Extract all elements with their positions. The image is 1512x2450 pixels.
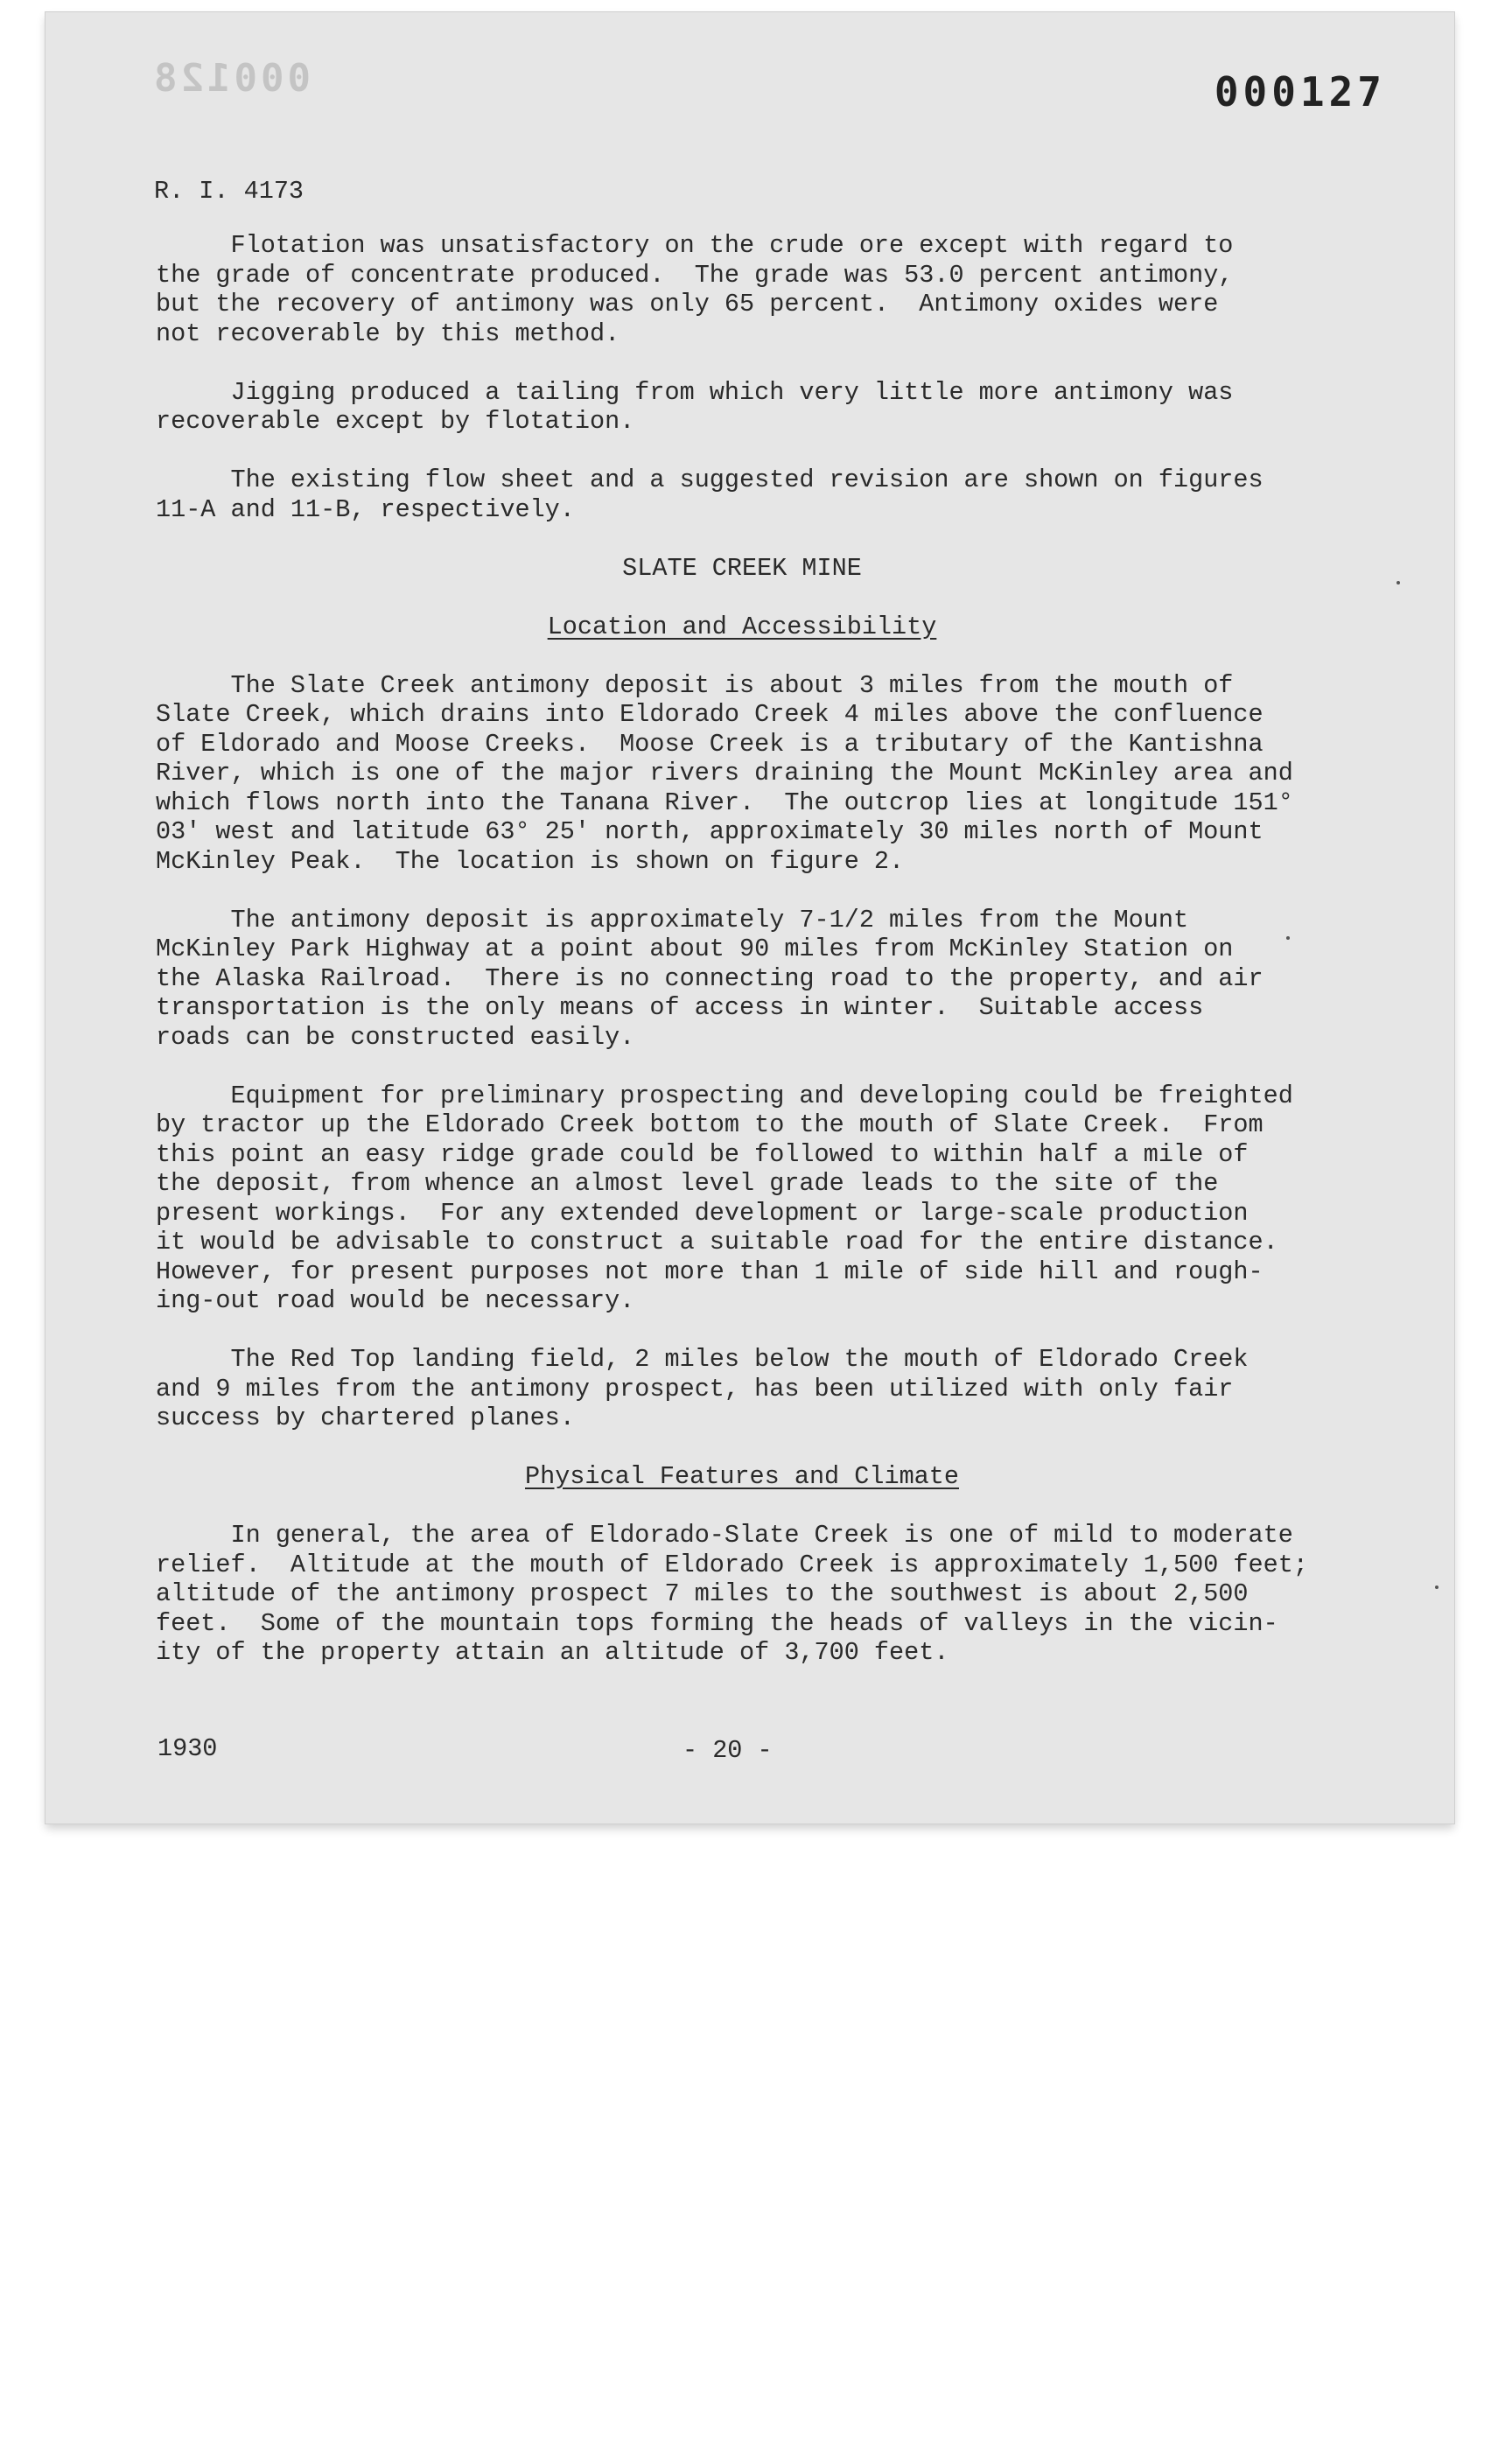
- paragraph-deposit-location: The Slate Creek antimony deposit is about 3 miles from the mouth of Slate Creek, which drains into Eldorado Creek 4 miles above the confluence of Eldorado and Moose Creeks. Moose Creek is a tributary of the Kantishna River, which is one of the major rivers draining the Mount McKinley area and which flows north into the Tanana River. The outcrop lies at longitude 151° 03' west and latitude 63° 25' north, approximately 30 miles north of Mount McKinley Peak. The location is shown on figure 2.: [156, 670, 1293, 876]
- document-body: [156, 231, 1328, 1697]
- bleed-through-stamp: 000128: [150, 56, 311, 101]
- scan-speck: [1435, 1586, 1438, 1589]
- paragraph-physical-features: In general, the area of Eldorado-Slate Creek is one of mild to moderate relief. Altitude at the mouth of Eldorado Creek is approximately 1,500 feet; altitude of the antimony prospect 7 miles to the southwest is about 2,500 feet. Some of the mountain tops forming the heads of valleys in the vicin- ity of the property attain an altitude of 3,700 feet.: [156, 1521, 1308, 1667]
- paragraph-jigging: Jigging produced a tailing from which very little more antimony was recoverable except by flotation.: [156, 377, 1234, 436]
- section-title: SLATE CREEK MINE: [622, 553, 862, 583]
- subsection-title-physical: [156, 1462, 1328, 1492]
- subsection-title-location: [156, 612, 1328, 642]
- subsection-title-location-text: Location and Accessibility: [547, 612, 937, 641]
- footer-year: 1930: [158, 1734, 218, 1763]
- paragraph-landing-field: The Red Top landing field, 2 miles below the mouth of Eldorado Creek and 9 miles from the antimony prospect, has been utilized with only fair success by chartered planes.: [156, 1345, 1249, 1432]
- report-number: R. I. 4173: [154, 177, 304, 206]
- paragraph-flotation: Flotation was unsatisfactory on the crude ore except with regard to the grade of concentrate produced. The grade was 53.0 percent antimony, but the recovery of antimony was only 65 percent. Antimony oxides were not recoverable by this method.: [156, 231, 1234, 348]
- scan-speck: [1396, 581, 1400, 584]
- scan-speck: [1286, 936, 1290, 940]
- footer-page-number: - 20 -: [682, 1736, 773, 1765]
- paragraph-flow-sheet: The existing flow sheet and a suggested revision are shown on figures 11-A and 11-B, respectively.: [156, 466, 1264, 524]
- paragraph-access: The antimony deposit is approximately 7-1/2 miles from the Mount McKinley Park Highway at a point about 90 miles from McKinley Station on the Alaska Railroad. There is no connecting road to the property, and air transportation is the only means of access in winter. Suitable access roads can be constructed easily.: [156, 905, 1264, 1052]
- subsection-title-physical-text: Physical Features and Climate: [525, 1462, 959, 1491]
- paragraph-equipment: Equipment for preliminary prospecting and developing could be freighted by tractor up the Eldorado Creek bottom to the mouth of Slate Creek. From this point an easy ridge grade could be followed to within half a mile of the deposit, from whence an almost level grade leads to the site of the present workings. For any extended development or large-scale production it would be advisable to construct a suitable road for the entire distance. However, for present purposes not more than 1 mile of side hill and rough- ing-out road would be necessary.: [156, 1081, 1293, 1315]
- page-stamp-number: 000127: [1214, 68, 1386, 116]
